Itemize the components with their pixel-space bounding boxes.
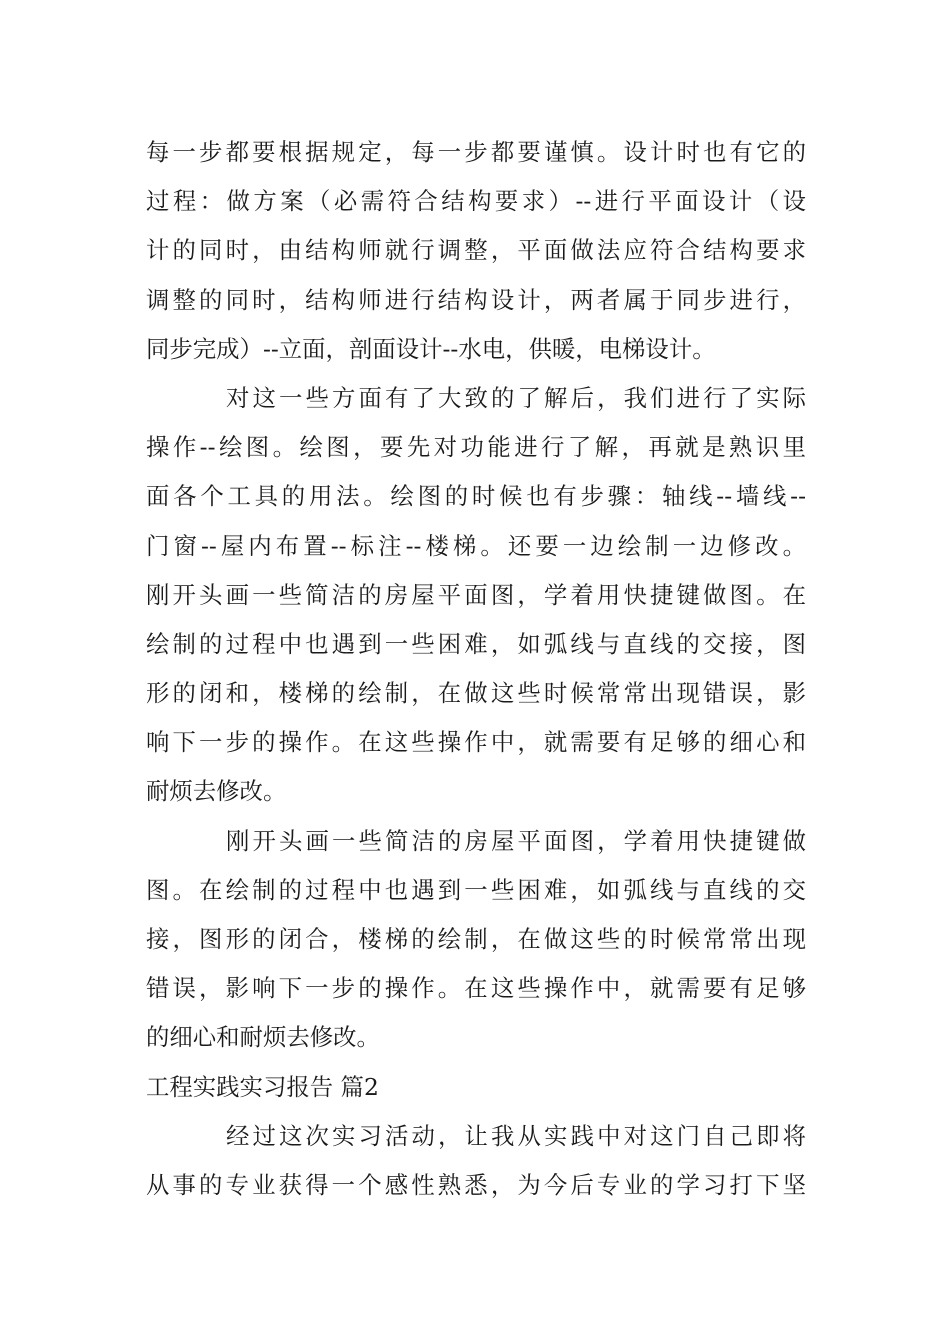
paragraph-line: 计的同时，由结构师就行调整，平面做法应符合结构要求 xyxy=(146,236,806,265)
paragraph-line: 经过这次实习活动，让我从实践中对这门自己即将 xyxy=(226,1121,806,1150)
paragraph-line: 操作--绘图。绘图，要先对功能进行了解，再就是熟识里 xyxy=(146,433,806,462)
paragraph-2 xyxy=(146,374,806,817)
paragraph-line: 绘制的过程中也遇到一些困难，如弧线与直线的交接，图 xyxy=(146,629,806,658)
paragraph-line: 面各个工具的用法。绘图的时候也有步骤：轴线--墙线-- xyxy=(146,482,806,511)
paragraph-line: 刚开头画一些简洁的房屋平面图，学着用快捷键做 xyxy=(226,826,806,855)
paragraph-line: 过程：做方案（必需符合结构要求）--进行平面设计（设 xyxy=(146,187,806,216)
paragraph-line: 从事的专业获得一个感性熟悉，为今后专业的学习打下坚 xyxy=(146,1170,806,1199)
document-body xyxy=(146,128,806,1210)
paragraph-line: 图。在绘制的过程中也遇到一些困难，如弧线与直线的交 xyxy=(146,875,806,904)
paragraph-line: 每一步都要根据规定，每一步都要谨慎。设计时也有它的 xyxy=(146,138,806,166)
paragraph-3 xyxy=(146,817,806,1063)
paragraph-line: 形的闭和，楼梯的绘制，在做这些时候常常出现错误，影 xyxy=(146,679,806,708)
paragraph-1 xyxy=(146,128,806,374)
paragraph-line: 接，图形的闭合，楼梯的绘制，在做这些的时候常常出现 xyxy=(146,925,806,953)
paragraph-line: 对这一些方面有了大致的了解后，我们进行了实际 xyxy=(226,383,806,412)
paragraph-line: 调整的同时，结构师进行结构设计，两者属于同步进行， xyxy=(146,285,806,314)
paragraph-line: 门窗--屋内布置--标注--楼梯。还要一边绘制一边修改。 xyxy=(146,531,806,560)
paragraph-4 xyxy=(146,1112,806,1210)
paragraph-line: 响下一步的操作。在这些操作中，就需要有足够的细心和 xyxy=(146,728,806,757)
section-heading: 工程实践实习报告 篇2 xyxy=(146,1072,379,1101)
paragraph-line: 刚开头画一些简洁的房屋平面图，学着用快捷键做图。在 xyxy=(146,580,806,609)
paragraph-line: 的细心和耐烦去修改。 xyxy=(146,1023,380,1052)
paragraph-line: 同步完成）--立面，剖面设计--水电，供暖，电梯设计。 xyxy=(146,334,716,363)
paragraph-line: 耐烦去修改。 xyxy=(146,777,287,806)
paragraph-line: 错误，影响下一步的操作。在这些操作中，就需要有足够 xyxy=(146,974,806,1003)
